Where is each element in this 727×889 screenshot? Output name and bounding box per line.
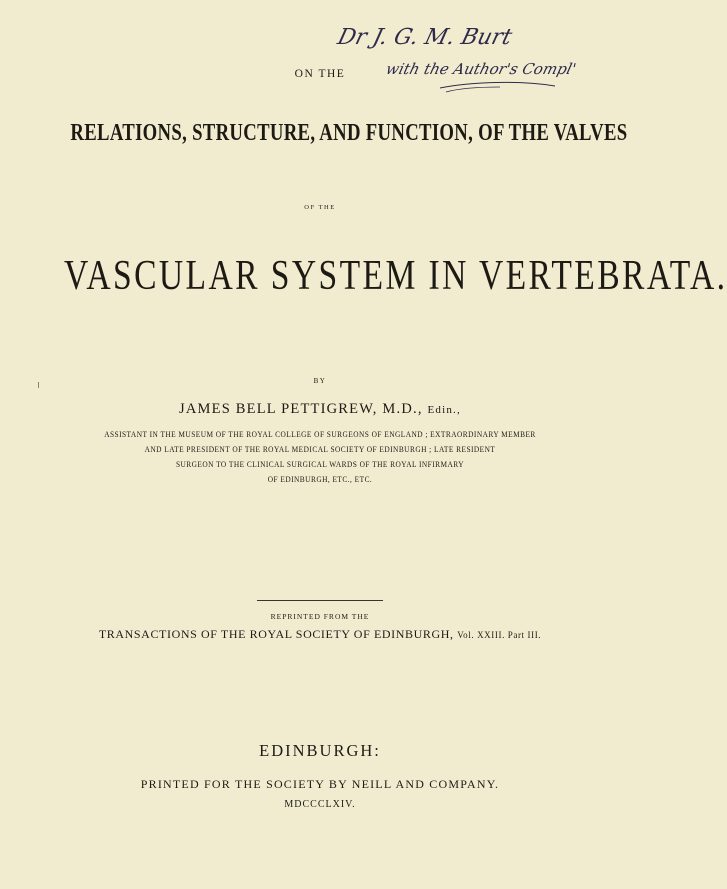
handwriting-signature-icon xyxy=(330,14,600,104)
transactions-title: TRANSACTIONS OF THE ROYAL SOCIETY OF EDINBURGH, xyxy=(98,627,454,641)
author-name: JAMES BELL PETTIGREW, M.D., xyxy=(179,401,423,417)
transactions-line xyxy=(0,627,640,642)
title-line-2: VASCULAR SYSTEM IN VERTEBRATA. xyxy=(64,253,727,299)
reprinted-from-label: REPRINTED FROM THE xyxy=(270,612,370,621)
handwritten-inscription xyxy=(330,14,600,104)
section-divider xyxy=(257,600,383,601)
affiliation-line-3: SURGEON TO THE CLINICAL SURGICAL WARDS OF THE ROYAL INFIRMARY xyxy=(175,460,465,469)
inscription-underline xyxy=(446,87,500,92)
by-label: BY xyxy=(313,377,327,385)
title-line-1: RELATIONS, STRUCTURE, AND FUNCTION, OF THE VALVES xyxy=(70,120,628,146)
affiliation-line-1: ASSISTANT IN THE MUSEUM OF THE ROYAL COLLEGE OF SURGEONS OF ENGLAND ; EXTRAORDINARY MEMBER xyxy=(104,430,536,439)
imprint-printer: PRINTED FOR THE SOCIETY BY NEILL AND COMPANY. xyxy=(140,777,500,791)
imprint-place: EDINBURGH: xyxy=(259,741,381,760)
transactions-volume: Vol. XXIII. Part III. xyxy=(457,630,542,640)
of-the-label: OF THE xyxy=(304,204,336,211)
on-the-label: ON THE xyxy=(294,68,346,80)
inscription-line-1: Dr J. G. M. Burt xyxy=(335,24,515,50)
author-degree: Edin., xyxy=(427,404,461,416)
affiliation-line-2: AND LATE PRESIDENT OF THE ROYAL MEDICAL SOCIETY OF EDINBURGH ; LATE RESIDENT xyxy=(144,445,496,454)
inscription-line-2: with the Author's Compl' xyxy=(384,60,578,78)
author-line xyxy=(0,401,640,418)
imprint-year: MDCCCLXIV. xyxy=(284,799,356,810)
affiliation-line-4: OF EDINBURGH, ETC., ETC. xyxy=(267,475,373,484)
